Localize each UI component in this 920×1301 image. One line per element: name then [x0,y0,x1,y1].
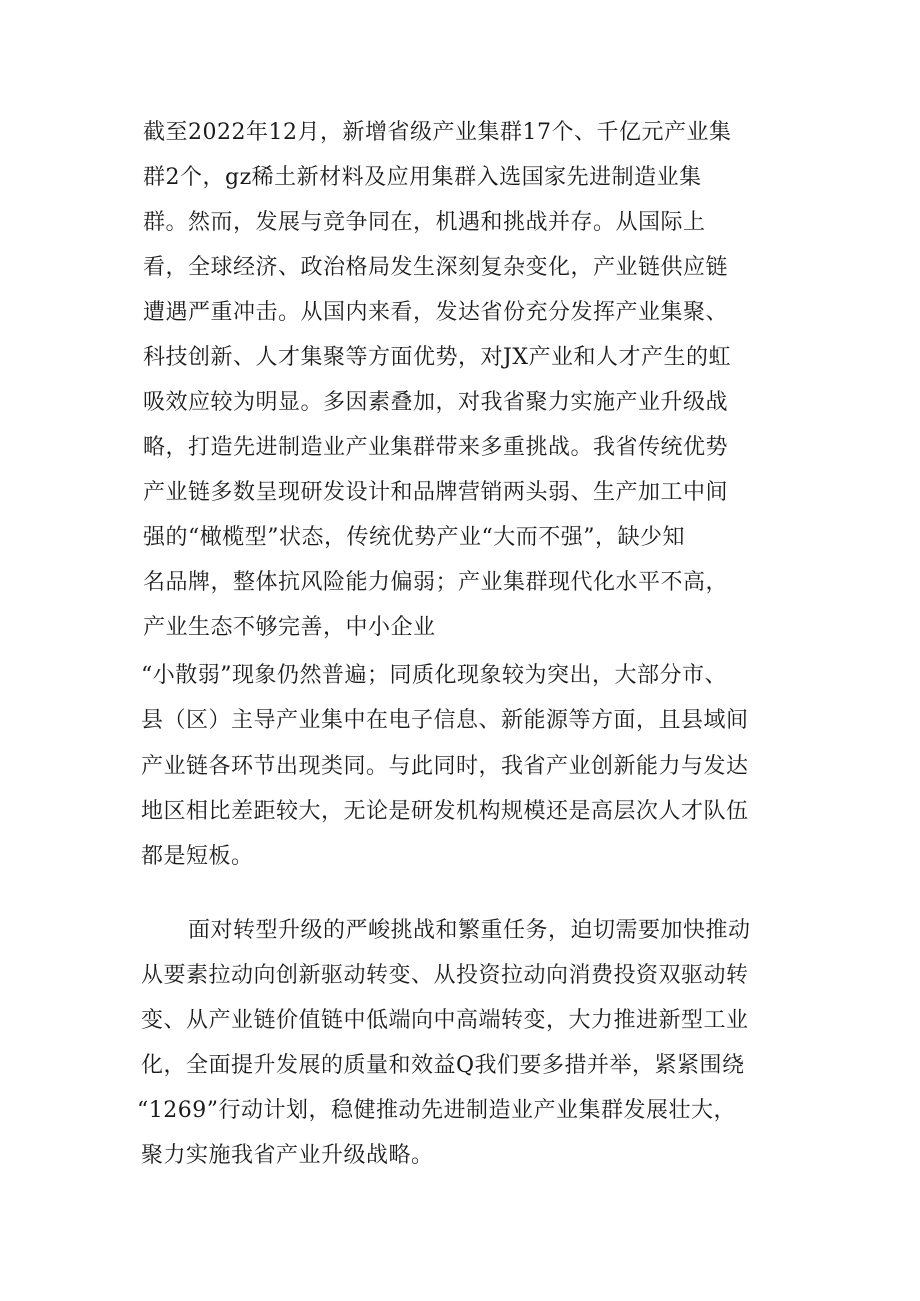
p1-line-14: 县（区）主导产业集中在电子信息、新能源等方面，且县域间 [141,708,749,733]
p1-line-1: 截至2022年12月，新增省级产业集群17个、千亿元产业集 [143,120,732,145]
p2-line-1: 面对转型升级的严峻挑战和繁重任务，迫切需要加快推动 [188,918,751,943]
p1-line-11: 名品牌，整体抗风险能力偏弱；产业集群现代化水平不高， [143,570,729,595]
p2-line-6: 聚力实施我省产业升级战略。 [141,1143,434,1168]
p2-line-2: 从要素拉动向创新驱动转变、从投资拉动向消费投资双驱动转 [141,963,749,988]
p1-line-4: 看，全球经济、政治格局发生深刻复杂变化，产业链供应链 [143,255,729,280]
p1-line-8: 略，打造先进制造业产业集群带来多重挑战。我省传统优势 [143,435,729,460]
p2-line-5: “1269”行动计划，稳健推动先进制造业产业集群发展壮大， [137,1098,736,1123]
p1-line-5: 遭遇严重冲击。从国内来看，发达省份充分发挥产业集聚、 [143,300,729,325]
p1-line-7: 吸效应较为明显。多因素叠加，对我省聚力实施产业升级战 [143,390,729,415]
p2-line-4: 化，全面提升发展的质量和效益Q我们要多措并举，紧紧围绕 [141,1053,745,1078]
p1-line-12: 产业生态不够完善，中小企业 [143,615,436,640]
p2-line-3: 变、从产业链价值链中低端向中高端转变，大力推进新型工业 [141,1008,749,1033]
p1-line-17: 都是短板。 [141,844,254,869]
p1-line-9: 产业链多数呈现研发设计和品牌营销两头弱、生产加工中间 [143,480,729,505]
p1-line-2: 群2个，gz稀土新材料及应用集群入选国家先进制造业集 [143,165,702,190]
p1-line-3: 群。然而，发展与竞争同在，机遇和挑战并存。从国际上 [143,210,706,235]
p1-line-16: 地区相比差距较大，无论是研发机构规模还是高层次人才队伍 [141,799,749,824]
p1-line-6: 科技创新、人才集聚等方面优势，对JX产业和人才产生的虹 [143,345,731,370]
p1-line-13: “小散弱”现象仍然普遍；同质化现象较为突出，大部分市、 [141,663,727,688]
p1-line-15: 产业链各环节出现类同。与此同时，我省产业创新能力与发达 [141,754,749,779]
p1-line-10: 强的“橄榄型”状态，传统优势产业“大而不强”，缺少知 [143,525,685,550]
